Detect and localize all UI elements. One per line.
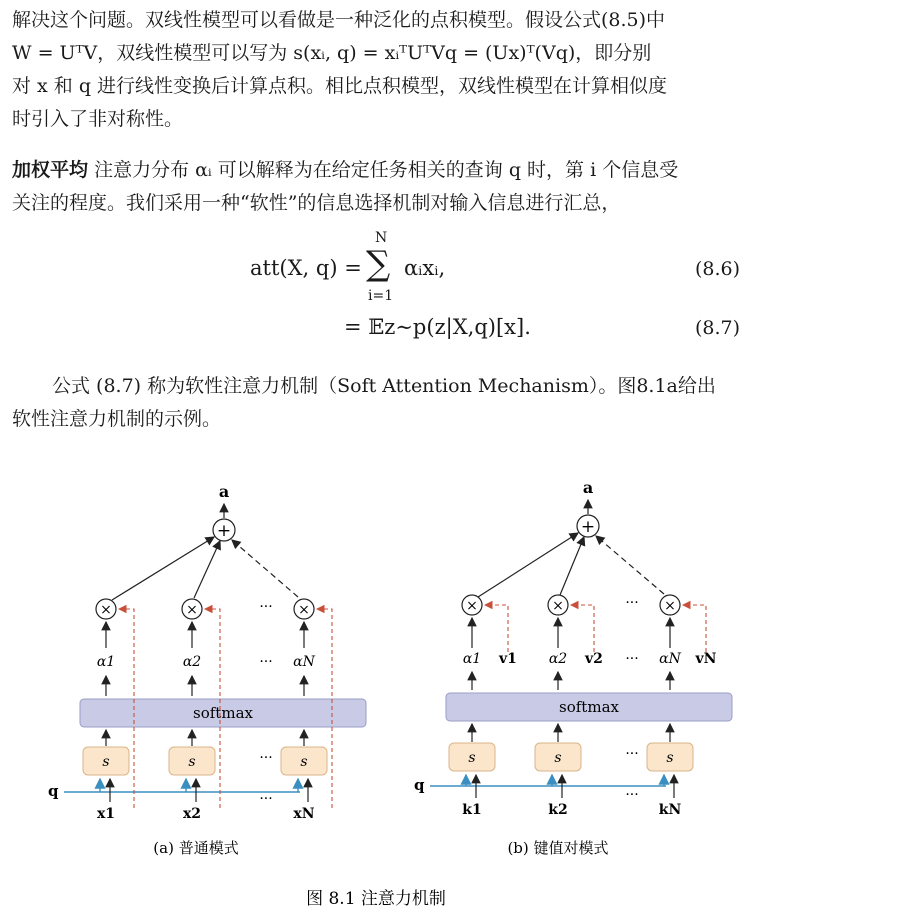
query-label: q	[48, 782, 59, 800]
ellipsis: ···	[625, 787, 639, 803]
subcaption-b: (b) 键值对模式	[507, 839, 609, 857]
equation-rhs: = 𝔼z∼p(z|X,q)[x].	[344, 315, 531, 339]
plus-symbol: +	[580, 517, 596, 537]
diagram-normal-mode	[48, 482, 366, 857]
key-label: k1	[462, 802, 482, 818]
softmax-label: softmax	[559, 698, 619, 716]
ellipsis: ···	[259, 599, 273, 615]
times-symbol: ×	[664, 598, 676, 614]
alpha-label: αN	[659, 651, 681, 667]
alpha-label: α1	[96, 654, 116, 670]
ellipsis: ···	[625, 746, 639, 762]
plus-symbol: +	[216, 521, 232, 541]
section-heading: 加权平均	[12, 159, 89, 181]
alpha-label: α1	[462, 651, 482, 667]
score-label: s	[102, 754, 110, 770]
key-label: k2	[548, 802, 568, 818]
text-line: 时引入了非对称性。	[12, 108, 184, 130]
sum-upper-limit: N	[375, 230, 388, 246]
ellipsis: ···	[625, 595, 639, 611]
text-line: 公式 (8.7) 称为软性注意力机制（Soft Attention Mechanism）。图8.1a给出	[52, 375, 716, 397]
figure-caption: 图 8.1 注意力机制	[306, 889, 446, 909]
equation-rhs: αᵢxᵢ,	[404, 256, 446, 280]
subcaption-a: (a) 普通模式	[153, 839, 239, 857]
text-line: 对 x 和 q 进行线性变换后计算点积。相比点积模型，双线性模型在计算相似度	[12, 75, 668, 97]
output-label: a	[582, 478, 594, 497]
key-label: kN	[658, 802, 682, 818]
text-line: W = UᵀV，双线性模型可以写为 s(xᵢ, q) = xᵢᵀUᵀVq = (Ux)ᵀ(Vq)，即分别	[12, 42, 652, 64]
softmax-label: softmax	[193, 704, 253, 722]
value-label: v2	[585, 651, 603, 667]
alpha-label: α2	[548, 651, 568, 667]
text-line: 关注的程度。我们采用一种“软性”的信息选择机制对输入信息进行汇总，	[12, 192, 621, 214]
sum-symbol: ∑	[366, 244, 391, 284]
text-span: 注意力分布 αᵢ 可以解释为在给定任务相关的查询 q 时，第 i 个信息受	[94, 159, 679, 181]
query-label: q	[414, 776, 425, 794]
text-line: 软性注意力机制的示例。	[12, 408, 222, 430]
output-label: a	[218, 482, 230, 501]
times-symbol: ×	[552, 598, 564, 614]
score-label: s	[554, 750, 562, 766]
times-symbol: ×	[100, 602, 112, 618]
ellipsis: ···	[259, 654, 273, 670]
input-label: x1	[96, 806, 116, 822]
score-label: s	[666, 750, 674, 766]
score-label: s	[300, 754, 308, 770]
equation-number: (8.6)	[694, 258, 740, 280]
ellipsis: ···	[259, 750, 273, 766]
value-label: vN	[695, 651, 717, 667]
equation-lhs: att(X, q) =	[250, 256, 362, 280]
diagram-key-value-mode	[414, 478, 732, 857]
sum-lower-limit: i=1	[368, 288, 394, 304]
input-label: xN	[293, 806, 315, 822]
input-label: x2	[182, 806, 202, 822]
ellipsis: ···	[625, 651, 639, 667]
alpha-label: α2	[182, 654, 202, 670]
times-symbol: ×	[298, 602, 310, 618]
score-label: s	[468, 750, 476, 766]
value-label: v1	[499, 651, 517, 667]
alpha-label: αN	[293, 654, 315, 670]
equation-number: (8.7)	[694, 317, 740, 339]
score-label: s	[188, 754, 196, 770]
text-line: 解决这个问题。双线性模型可以看做是一种泛化的点积模型。假设公式(8.5)中	[12, 9, 666, 31]
times-symbol: ×	[186, 602, 198, 618]
times-symbol: ×	[466, 598, 478, 614]
ellipsis: ···	[259, 791, 273, 807]
